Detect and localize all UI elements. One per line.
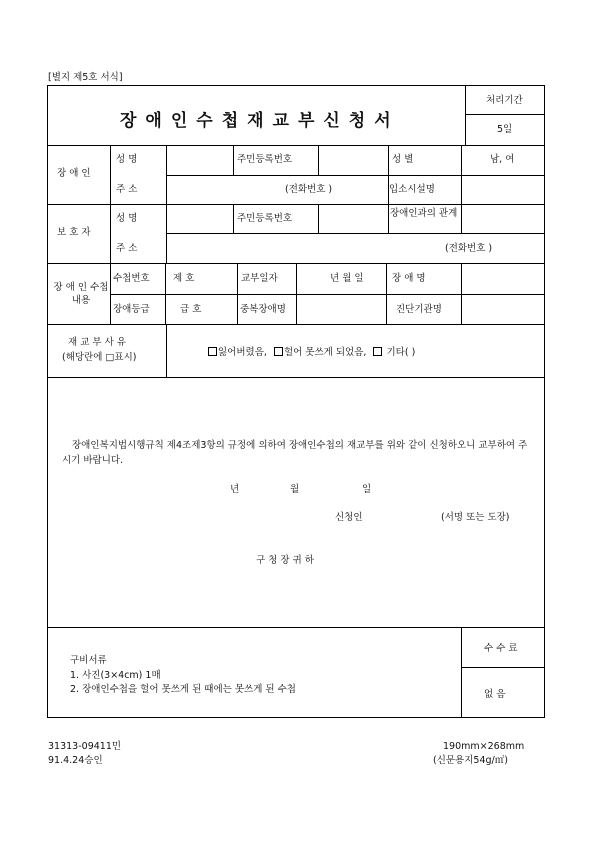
application-statement: 장애인복지법시행규칙 제4조제3항의 규정에 의하여 장애인수첩의 재교부를 위와 같이 신청하오니 교부하여 주시기 바랍니다.	[62, 440, 528, 467]
option-lost: 잃어버렸음,	[218, 347, 267, 358]
divider	[237, 263, 238, 324]
disability-name-label: 장 애 명	[392, 273, 426, 284]
divider	[233, 145, 234, 175]
checkbox-worn[interactable]	[274, 347, 283, 356]
rrn-label: 주민등록번호	[237, 154, 293, 165]
approval-date: 91.4.24승인	[48, 755, 103, 766]
divider	[110, 145, 111, 324]
reason-options	[208, 347, 415, 358]
divider	[110, 294, 545, 295]
guardian-address-label: 주 소	[116, 243, 138, 254]
divider	[48, 377, 545, 378]
divider	[461, 263, 462, 324]
section-disabled-person: 장 애 인	[57, 168, 91, 179]
guardian-phone-label: (전화번호 )	[445, 243, 493, 254]
divider	[48, 145, 545, 146]
divider	[166, 233, 545, 234]
divider	[48, 324, 545, 325]
processing-period-label: 처리기간	[486, 95, 523, 106]
relation-label: 장애인과의 관계	[390, 208, 458, 219]
handbook-number-value: 제 호	[173, 273, 195, 284]
date-month: 월	[290, 484, 300, 495]
paper-size: 190mm×268mm	[443, 741, 525, 752]
address-label: 주 소	[116, 184, 138, 195]
divider	[166, 175, 545, 176]
divider	[461, 145, 462, 204]
divider	[166, 145, 167, 263]
reason-sublabel: (해당란에 □표시)	[62, 352, 137, 363]
phone-label: (전화번호 )	[285, 184, 333, 195]
divider	[461, 204, 462, 233]
divider	[461, 627, 462, 717]
sex-label: 성 별	[392, 154, 414, 165]
form-title: 장애인수첩재교부신청서	[120, 111, 400, 131]
divider	[465, 114, 545, 115]
divider	[296, 263, 297, 324]
reason-label: 재 교 부 사 유	[68, 337, 126, 348]
divider	[386, 263, 387, 324]
divider	[465, 85, 466, 145]
date-year: 년	[230, 484, 240, 495]
divider	[318, 145, 319, 175]
processing-period-value: 5일	[497, 124, 513, 135]
grade-label: 장애등급	[113, 304, 150, 315]
form-code: 31313-09411민	[48, 741, 122, 752]
option-other: 기타( )	[386, 347, 416, 358]
date-day: 일	[362, 484, 372, 495]
checkbox-other[interactable]	[373, 347, 382, 356]
issue-date-value: 년 월 일	[330, 273, 364, 284]
divider	[388, 204, 389, 233]
option-worn: 헐어 못쓰게 되었음,	[283, 347, 367, 358]
divider	[318, 204, 319, 233]
section-handbook: 장 애 인 수첩내용	[53, 282, 109, 306]
facility-label: 입소시설명	[389, 184, 435, 195]
addressee: 구 청 장 귀 하	[256, 555, 314, 566]
divider	[388, 145, 389, 204]
divider	[48, 204, 545, 205]
documents-title: 구비서류	[70, 655, 107, 666]
checkbox-lost[interactable]	[208, 347, 217, 356]
issue-date-label: 교부일자	[241, 273, 278, 284]
name-label: 성 명	[116, 154, 138, 165]
guardian-rrn-label: 주민등록번호	[237, 213, 293, 224]
documents-item-1: 1. 사진(3×4cm) 1매	[70, 670, 161, 681]
signature-label: (서명 또는 도장)	[441, 512, 510, 523]
divider	[166, 324, 167, 377]
form-frame	[47, 85, 545, 718]
dup-disability-label: 중복장애명	[240, 304, 286, 315]
paper-type: (신문용지54g/㎡)	[433, 755, 508, 766]
fee-label: 수 수 료	[484, 643, 518, 654]
section-guardian: 보 호 자	[57, 227, 91, 238]
divider	[461, 667, 545, 668]
form-tag: [별지 제5호 서식]	[48, 72, 123, 83]
grade-value: 급 호	[180, 304, 202, 315]
applicant-label: 신청인	[335, 512, 363, 523]
documents-item-2: 2. 장애인수첩을 헐어 못쓰게 된 때에는 못쓰게 된 수첩	[70, 684, 296, 695]
clinic-label: 진단기관명	[396, 304, 442, 315]
divider	[48, 627, 545, 628]
divider	[165, 263, 166, 324]
handbook-number-label: 수첩번호	[113, 273, 150, 284]
sex-value: 남, 여	[490, 154, 515, 165]
guardian-name-label: 성 명	[116, 213, 138, 224]
divider	[233, 204, 234, 233]
fee-value: 없 음	[484, 689, 506, 700]
